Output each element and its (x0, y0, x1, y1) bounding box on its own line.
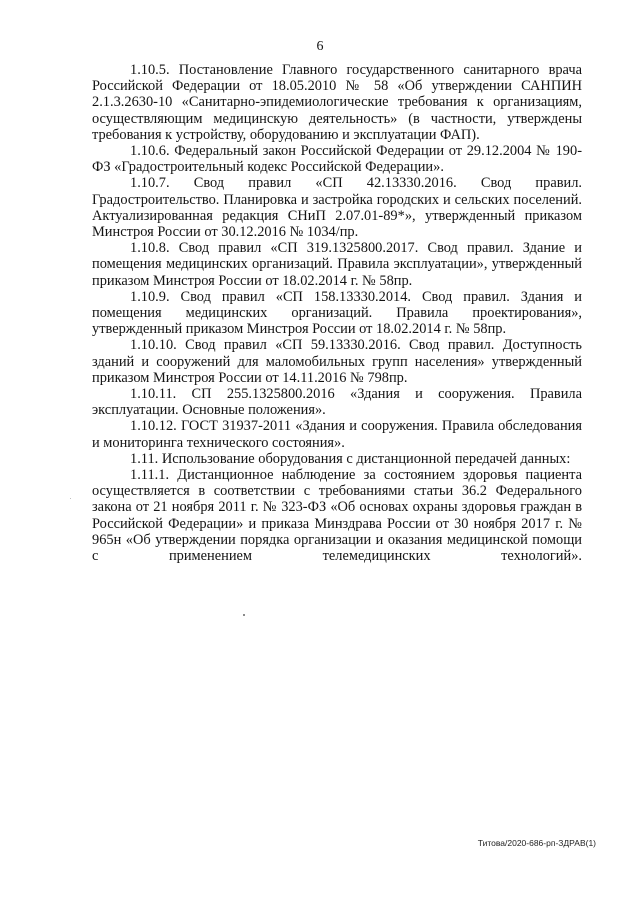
page-number: 6 (316, 39, 324, 54)
paragraph-1-10-10: 1.10.10. Свод правил «СП 59.13330.2016. Свод правил. Доступность зданий и сооружений для маломобильных групп населения» утвержденный приказом Минстроя России от 14.11.2016 № 798пр. (92, 337, 582, 386)
document-body (92, 62, 582, 564)
paragraph-1-10-9: 1.10.9. Свод правил «СП 158.13330.2014. Свод правил. Здания и помещения медицинских организаций. Правила проектирования», утвержденный приказом Минстроя России от 18.02.2014 г. № 58пр. (92, 288, 582, 338)
paragraph-1-10-6: 1.10.6. Федеральный закон Российской Федерации от 29.12.2004 № 190-ФЗ «Градостроительный кодекс Российской Федерации». (92, 143, 582, 176)
paragraph-1-10-5: 1.10.5. Постановление Главного государственного санитарного врача Российской Федерации от 18.05.2010 № 58 «Об утверждении САНПИН 2.1.3.2630-10 «Санитарно-эпидемиологические требования к организациям, осуществляющим медицинскую деятельность» (в частности, утверждены требования к устройству, оборудованию и эксплуатации ФАП). (92, 62, 582, 143)
scan-speck (70, 498, 71, 499)
paragraph-1-11: 1.11. Использование оборудования с дистанционной передачей данных: (130, 450, 571, 467)
scan-speck (243, 614, 245, 616)
paragraph-1-10-11: 1.10.11. СП 255.1325800.2016 «Здания и сооружения. Правила эксплуатации. Основные положения». (92, 386, 582, 419)
paragraph-1-10-8: 1.10.8. Свод правил «СП 319.1325800.2017. Свод правил. Здание и помещения медицинских организаций. Правила эксплуатации», утвержденный приказом Минстроя России от 18.02.2014 г. № 58пр. (92, 240, 582, 289)
paragraph-1-10-7: 1.10.7. Свод правил «СП 42.13330.2016. Свод правил. Градостроительство. Планировка и застройка городских и сельских поселений. Актуализированная редакция СНиП 2.07.01-89*», утвержденный приказом Минстроя России от 30.12.2016 № 1034/пр. (92, 175, 582, 241)
paragraph-1-10-12: 1.10.12. ГОСТ 31937-2011 «Здания и сооружения. Правила обследования и мониторинга технического состояния». (92, 418, 582, 451)
document-code-footer: Титова/2020-686-рп-ЗДРАВ(1) (477, 838, 596, 848)
paragraph-1-11-1: 1.11.1. Дистанционное наблюдение за состоянием здоровья пациента осуществляется в соответствии с требованиями статьи 36.2 Федерального закона от 21 ноября 2011 г. № 323-ФЗ «Об основах охраны здоровья граждан в Российской Федерации» и приказа Минздрава России от 30 ноября 2017 г. № 965н «Об утверждении порядка организации и оказания медицинской помощи с применением телемедицинских технологий». (92, 467, 582, 565)
